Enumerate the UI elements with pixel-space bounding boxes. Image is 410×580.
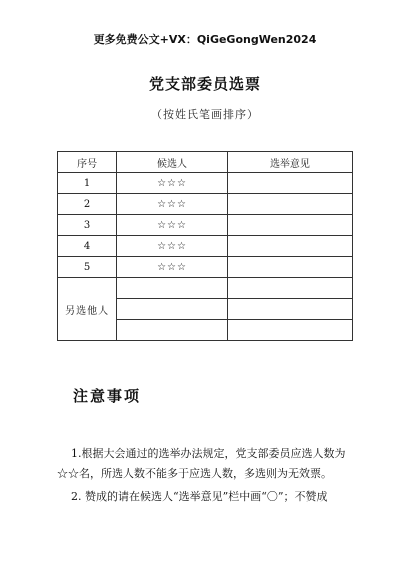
- row-number: 2: [58, 194, 117, 215]
- table-header-row: [58, 152, 353, 173]
- other-candidate-name-cell[interactable]: [117, 320, 228, 341]
- other-candidate-label: 另选他人: [58, 278, 117, 341]
- candidate-name: ☆☆☆: [117, 215, 228, 236]
- ballot-title: 党支部委员选票: [148, 75, 261, 93]
- opinion-cell[interactable]: [227, 173, 352, 194]
- other-candidate-opinion-cell[interactable]: [227, 299, 352, 320]
- candidate-name: ☆☆☆: [117, 236, 228, 257]
- table-row: [58, 257, 353, 278]
- ballot-subtitle: （按姓氏笔画排序）: [151, 108, 259, 121]
- row-number: 4: [58, 236, 117, 257]
- header-note: 更多免费公文+VX：QiGeGongWen2024: [93, 33, 317, 46]
- header-opinion: 选举意见: [227, 152, 352, 173]
- table-row: [58, 236, 353, 257]
- row-number: 3: [58, 215, 117, 236]
- other-candidate-name-cell[interactable]: [117, 299, 228, 320]
- candidate-name: ☆☆☆: [117, 194, 228, 215]
- note-paragraph-2: 2. 赞成的请在候选人“选举意见”栏中画“〇”；不赞成: [71, 490, 328, 503]
- notes-title: 注意事项: [73, 387, 142, 405]
- ballot-table: [57, 151, 353, 341]
- note-paragraph-1: 1.根据大会通过的选举办法规定，党支部委员应选人数为☆☆名，所选人数不能多于应选人数，多选则为无效票。: [57, 447, 346, 480]
- other-candidate-row: [58, 278, 353, 299]
- table-row: [58, 194, 353, 215]
- header-candidate: 候选人: [117, 152, 228, 173]
- opinion-cell[interactable]: [227, 215, 352, 236]
- row-number: 5: [58, 257, 117, 278]
- header-number: 序号: [58, 152, 117, 173]
- row-number: 1: [58, 173, 117, 194]
- other-candidate-opinion-cell[interactable]: [227, 320, 352, 341]
- opinion-cell[interactable]: [227, 194, 352, 215]
- opinion-cell[interactable]: [227, 257, 352, 278]
- other-candidate-name-cell[interactable]: [117, 278, 228, 299]
- table-row: [58, 215, 353, 236]
- table-row: [58, 173, 353, 194]
- other-candidate-opinion-cell[interactable]: [227, 278, 352, 299]
- candidate-name: ☆☆☆: [117, 173, 228, 194]
- opinion-cell[interactable]: [227, 236, 352, 257]
- candidate-name: ☆☆☆: [117, 257, 228, 278]
